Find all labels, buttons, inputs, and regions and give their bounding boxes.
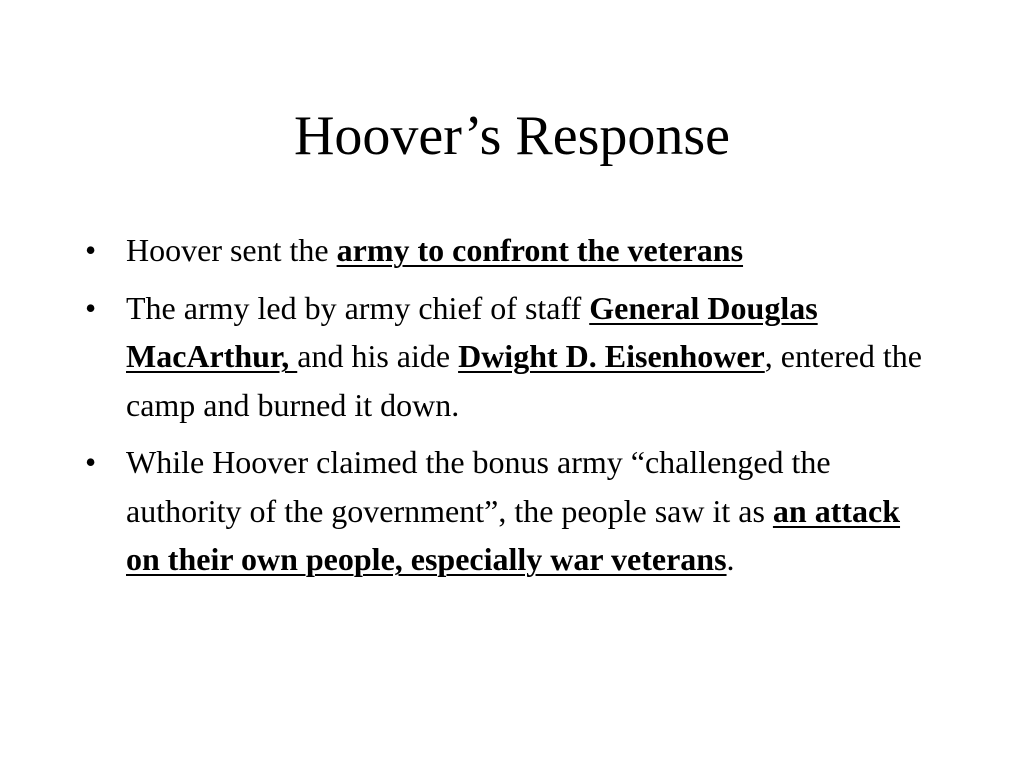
bullet-item (83, 226, 933, 275)
bullet-text: The army led by army chief of staff (126, 289, 590, 326)
bullet-text: . (726, 541, 735, 577)
bullet-text: and his aide (297, 338, 459, 374)
bullet-item (83, 438, 933, 584)
bullet-list (83, 226, 933, 593)
bullet-marker: • (85, 444, 97, 480)
bullet-marker: • (85, 289, 97, 326)
bullet-item (83, 284, 933, 430)
emphasized-text: an attack on their own people, especially war veterans (126, 492, 901, 577)
emphasized-text: Dwight D. Eisenhower (458, 338, 765, 374)
bullet-text: Hoover sent the (126, 232, 337, 268)
bullet-text: While Hoover claimed the bonus army “challenged the authority of the government”, the people saw it as (126, 444, 831, 529)
emphasized-text: General Douglas MacArthur, (126, 289, 818, 374)
slide-title: Hoover’s Response (293, 105, 731, 167)
bullet-text: , entered the camp and burned it down. (126, 338, 922, 423)
emphasized-text: army to confront the veterans (336, 232, 744, 268)
bullet-marker: • (85, 232, 97, 268)
